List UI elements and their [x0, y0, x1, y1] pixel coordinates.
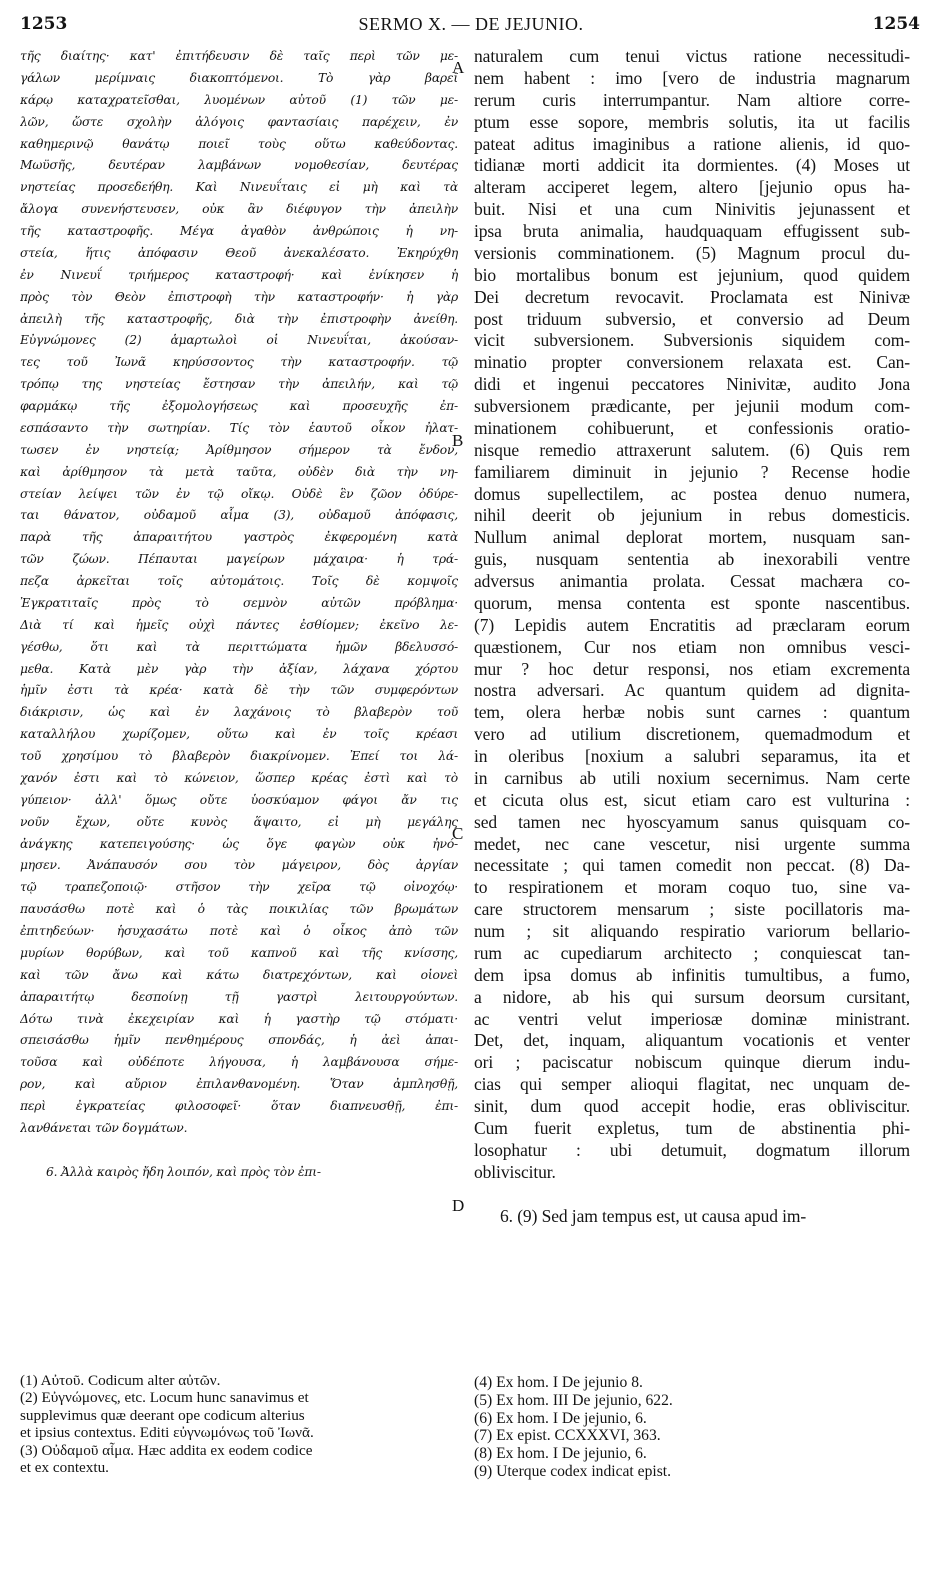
greek-line: ται θάνατον, οὐδαμοῦ αἷμα (3), οὐδαμοῦ ἀπόφασις, [20, 508, 458, 523]
latin-line: nisque remedio attraxerunt salutem. (6) Quis rem [474, 439, 910, 460]
paragraph-gap [474, 1184, 910, 1206]
latin-line: tem, olera herbæ nobis sunt carnes : quantum [474, 702, 910, 723]
greek-line: Εὐγνώμονες (2) ἁμαρτωλοὶ οἱ Νινευΐται, ἀκούσαν- [20, 333, 458, 348]
latin-line: vicit subversionem. Subversionis siquidem com- [474, 330, 910, 351]
footnote: (7) Ex epist. CCXXXVI, 363. [474, 1427, 661, 1445]
greek-line: πρὸς τὸν Θεὸν ἐπιστροφὴ τὴν καταστροφήν· ἡ γὰρ [20, 289, 458, 304]
footnote: (3) Οὐδαμοῦ αἷμα. Hæc addita ex eodem codice [20, 1441, 313, 1459]
page-number-left: 1253 [20, 14, 68, 34]
greek-line: τοῦσα καὶ οὐδέποτε λήγουσα, ἡ λαμβάνουσα σήμε- [20, 1055, 458, 1070]
greek-line: τῶν ζώων. Πέπαυται μαγείρων μάχαιρα· ἡ τρά- [20, 552, 458, 567]
greek-line: καθημερινῷ θανάτῳ ποιεῖ τοὺς οὕτω καθεύδοντας. [20, 136, 458, 151]
greek-line: παρὰ τῆς ἀπαραιτήτου γαστρὸς ἐκφερομένη κατὰ [20, 530, 458, 545]
margin-letter-b: B [452, 431, 464, 450]
footnotes-right [474, 1374, 910, 1481]
greek-next-paragraph: 6. Ἀλλὰ καιρὸς ἤδη λοιπόν, καὶ πρὸς τὸν ἐπι- [46, 1164, 321, 1179]
greek-line: μεθα. Κατὰ μὲν γὰρ τὴν ἀξίαν, λάχανα χόρτου [20, 661, 458, 676]
greek-line: καὶ τῶν ἄνω καὶ κάτω διατρεχόντων, καὶ οἱονεὶ [20, 967, 458, 982]
footnote: (9) Uterque codex indicat epist. [474, 1462, 672, 1480]
latin-line: in oleribus [noxium a salubri separamus, ita et [474, 746, 910, 766]
latin-line: Dei decretum revocavit. Proclamata est Ninivæ [474, 286, 910, 307]
greek-line: ἀνάγκης κατεπειγούσης· ὡς ὅγε φαγὼν οὐκ ἠνό- [20, 836, 458, 851]
footnote: (1) Αὐτοῦ. Codicum alter αὐτῶν. [20, 1372, 221, 1389]
greek-line: κάρῳ καταχρατεῖσθαι, λυομένων αὐτοῦ (1) τῶν με- [20, 92, 458, 107]
latin-line: Cum fuerit expletus, tum de abstinentia phi- [474, 1117, 910, 1138]
footnote: (6) Ex hom. I De jejunio, 6. [474, 1409, 647, 1427]
greek-line: στεία, ἥτις ἀπόφασιν Θεοῦ ἀνεκαλέσατο. Ἐκηρύχθη [20, 245, 458, 260]
greek-line: λανθάνεται τῶν δογμάτων. [20, 1120, 188, 1135]
greek-line: Διὰ τί καὶ ἡμεῖς οὐχὶ πάντες ἐσθίομεν; ἐκεῖνο λε- [20, 617, 458, 632]
footnote: supplevimus quæ deerant ope codicum alterius [20, 1406, 305, 1424]
running-header [0, 8, 942, 38]
greek-line: χανόν ἐστι καὶ τὸ κώνειον, ὥσπερ κρέας ἐστὶ καὶ τὸ [20, 770, 458, 785]
latin-line: necessitate ; qui tamen comedit non peccat. (8) Da- [474, 855, 910, 876]
latin-line: Nullum animal deplorat mortem, nusquam san- [474, 527, 910, 548]
latin-line: ptum esse sopore, membris solutis, ita ut facilis [474, 111, 910, 132]
greek-line: ἄλογα συνενήστευσεν, οὐκ ἂν διέφυγον τὴν ἀπειλὴν [20, 202, 458, 217]
footnote: (4) Ex hom. I De jejunio 8. [474, 1374, 643, 1391]
paragraph-gap [20, 1140, 458, 1162]
latin-line: naturalem cum tenui victus ratione necessitudi- [474, 46, 910, 66]
greek-line: λῶν, ὥστε σχολὴν ἀλόγοις φαντασίαις παρέχειν, ἐν [20, 114, 458, 129]
greek-line: ρον, καὶ αὔριον ἐπιλανθανομένη. Ὅταν ἀμπλησθῇ, [20, 1077, 458, 1092]
latin-line: ac ventri velut imperiosæ dominæ ministrant. [474, 1008, 910, 1029]
latin-line: vero ad utilium discretionem, quemadmodum et [474, 724, 910, 745]
footnote: et ex contextu. [20, 1459, 109, 1477]
latin-line: to respirationem et moram coquo tuo, sine va- [474, 877, 910, 898]
margin-letter-c: C [452, 824, 464, 843]
greek-line: γύπειον· ἀλλ' ὅμως οὔτε ὑοσκύαμον φάγοι ἄν τις [20, 792, 458, 807]
greek-line: τῷ τραπεζοποιῷ· στῆσον τὴν χεῖρα τῷ οἰνοχόῳ· [20, 880, 458, 895]
latin-line: cias qui semper alioqui flagitat, nec unquam de- [474, 1074, 910, 1095]
greek-line: Ἐγκρατιταῖς πρὸς τὸ σεμνὸν αὐτῶν πρόβλημα· [20, 595, 458, 610]
latin-line: guis, nusquam sententia ab inexorabili ventre [474, 549, 910, 570]
greek-line: ἐν Νινευΐ τριήμερος καταστροφή· καὶ ἐνίκησεν ἡ [20, 267, 458, 282]
latin-line: et cicuta olus est, sicut etiam caro est vulturina : [474, 789, 910, 810]
greek-line: περὶ ἐγκρατείας φιλοσοφεῖ· ὅταν διαπνευσθῇ, ἐπι- [20, 1099, 458, 1113]
latin-line: obliviscitur. [474, 1161, 556, 1182]
greek-line: ἀπαραιτήτῳ δεσποίνῃ τῇ γαστρὶ λειτουργούντων. [20, 989, 458, 1004]
latin-line: subversionem prædicante, per jejunii modum com- [474, 396, 910, 416]
footnotes-left [20, 1372, 460, 1476]
latin-line: tidianæ morti addicit ita dormientes. (4) Moses ut [474, 155, 910, 176]
latin-line: pateat aditus imaginibus a ratione alienis, id quo- [474, 133, 910, 154]
latin-line: buit. Nisi et una cum Ninivitis jejunassent et [474, 199, 910, 220]
latin-line: nihil deerit ob jejunium in rebus domesticis. [474, 505, 910, 526]
greek-line: νοῦν ἔχων, οὔτε κυνὸς ἅψαιτο, εἰ μὴ μεγάλης [20, 814, 458, 829]
latin-line: versionis comminationem. (5) Magnum procul du- [474, 242, 910, 263]
latin-line: adversus animantia prolata. Cessat machæra co- [474, 571, 910, 591]
greek-line: σπεισάσθω ἡμῖν πενθημέρους σπονδάς, ἡ ἀεὶ ἀπαι- [20, 1033, 458, 1048]
greek-line: ἐπιτηδεύων· ἡσυχασάτω ποτὲ καὶ ὁ οἶκος ἀπὸ τῶν [20, 924, 458, 938]
latin-line: sinit, dum quod accepit hodie, eras obliviscitur. [474, 1096, 910, 1116]
latin-line: didi et ingenui peccatores Ninivitæ, audito Jona [474, 374, 910, 395]
latin-next-paragraph: 6. (9) Sed jam tempus est, ut causa apud im- [500, 1205, 807, 1226]
latin-line: losophatur : ubi detumuit, dogmatum illorum [474, 1139, 910, 1160]
page-number-right: 1254 [872, 14, 920, 34]
latin-line: nem habent : imo [vero de industria magnarum [474, 67, 910, 88]
latin-line: a nidore, ab his qui sursum deorsum cursitant, [474, 986, 910, 1007]
latin-line: Det, det, inquam, aliquantum vocationis et venter [474, 1030, 910, 1051]
latin-line: mur ? hoc detur responsi, nos etiam excrementa [474, 658, 910, 679]
latin-line: post triduum subversio, et conversio ad Deum [474, 308, 910, 329]
footnote: (5) Ex hom. III De jejunio, 622. [474, 1391, 673, 1409]
latin-line: minatio propter conversionem relaxata est. Can- [474, 352, 910, 373]
margin-letter-d: D [452, 1196, 465, 1215]
latin-line: rum ac cupediarum architecto ; conquiescat tan- [474, 942, 910, 963]
greek-line: εσπάσαντο τὴν σωτηρίαν. Τίς τὸν ἑαυτοῦ οἶκον ἠλατ- [20, 420, 458, 435]
latin-line: quorum, mensa contenta est sponte nascentibus. [474, 592, 910, 613]
latin-line: num ; sit aliquando respiratio variorum bellario- [474, 921, 910, 941]
latin-column [474, 46, 910, 1227]
greek-line: στείαν λείψει τῶν ἐν τῷ οἴκῳ. Οὐδὲ ἓν ζῶον ὀδύρε- [20, 486, 458, 501]
greek-line: παυσάσθω ποτὲ καὶ ὁ τὰς ποικιλίας τῶν βρωμάτων [20, 902, 458, 917]
latin-line: domus supellectilem, ac postea denuo numera, [474, 483, 910, 504]
running-title: SERMO X. — DE JEJUNIO. [358, 14, 584, 34]
greek-line: τρόπῳ της νηστείας ἔστησαν τὴν ἀπειλήν, καὶ τῷ [20, 377, 458, 392]
latin-line: dem ipsa domus ab infinitis tumultibus, a fumo, [474, 964, 910, 985]
latin-line: rerum curis interrumpantur. Nam altiore corre- [474, 89, 910, 110]
greek-line: μυρίων θορύβων, καὶ τοῦ καπνοῦ καὶ τῆς κνίσσης, [20, 945, 458, 960]
footnote: (8) Ex hom. I De jejunio, 6. [474, 1445, 647, 1463]
greek-line: νηστείας προσεδεήθη. Καὶ Νινευΐταις εἰ μὴ καὶ τὰ [20, 180, 458, 195]
greek-line: τωσεν ἐν νηστείᾳ; Ἀρίθμησον σήμερον τὰ ἔνδον, [20, 442, 458, 457]
greek-line: φαρμάκῳ τῆς ἐξομολογήσεως καὶ προσευχῆς ἐπ- [20, 399, 458, 413]
footnote: (2) Εὐγνώμονες, etc. Locum hunc sanavimus et [20, 1389, 309, 1407]
latin-line: familiarem diminuit in jejunio ? Recense hodie [474, 461, 910, 482]
latin-line: ori ; paciscatur nobiscum quinque dierum indu- [474, 1052, 910, 1073]
greek-line: μησεν. Ἀνάπαυσόν σου τὸν μάγειρον, δὸς ἀργίαν [20, 858, 458, 873]
greek-line: τῆς καταστροφῆς. Μέγα ἀγαθὸν ἀνθρώποις ἡ νη- [20, 224, 458, 238]
greek-line: πεζα ἀρκεῖται τοῖς αὐτομάτοις. Τοῖς δὲ κομψοῖς [20, 574, 458, 588]
greek-line: γάλων μερίμναις διακοπτόμενοι. Τὸ γὰρ βαρεῖ [20, 70, 458, 85]
greek-line: καὶ ἀρίθμησον τὰ μετὰ ταῦτα, οὐδὲν διὰ τὴν νη- [20, 464, 458, 479]
latin-line: ipsa bruta animalia, haudquaquam effugissent sub- [474, 221, 910, 241]
latin-line: quæstionem, Cur nos etiam non omnibus vesci- [474, 636, 910, 657]
latin-line: care structorem mensarum ; siste pocillatoris ma- [474, 899, 910, 920]
greek-line: Μωϋσῆς, δευτέραν λαμβάνων νομοθεσίαν, δευτέρας [20, 158, 458, 173]
greek-line: γέσθω, ὅτι καὶ τὰ περιττώματα ἡμῶν βδελυσσό- [20, 639, 458, 654]
greek-line: τες τοῦ Ἰωνᾶ κηρύσσοντος τὴν καταστροφήν. τῷ [20, 355, 458, 370]
latin-line: nostra adversari. Ac quantum quidem ad dignita- [474, 680, 910, 701]
latin-line: alteram acciperet legem, altero [jejunio opus ha- [474, 177, 910, 198]
latin-line: in carnibus ab utili noxium secernimus. Nam certe [474, 767, 910, 788]
footnote: et ipsius contextus. Editi εὐγνωμόνως τοῦ Ἰωνᾶ. [20, 1424, 314, 1442]
greek-line: τῆς διαίτης· κατ' ἐπιτήδευσιν δὲ ταῖς περὶ τῶν με- [20, 49, 458, 63]
latin-line: minationem cohibuerunt, et confessionis oratio- [474, 417, 910, 438]
greek-line: τοῦ χρησίμου τὸ βλαβερὸν διακρίνομεν. Ἐπεί τοι λά- [20, 749, 458, 763]
greek-line: ἀπειλὴ τῆς καταστροφῆς, διὰ τὴν ἐπιστροφὴν ἀνείθη. [20, 311, 458, 326]
latin-line: sed tamen nec hyoscyamum sanus quisquam co- [474, 811, 910, 832]
margin-letter-a: A [452, 58, 465, 77]
latin-line: bio mortalibus bonum est jejunium, quod quidem [474, 264, 910, 285]
greek-line: Δότω τινὰ ἐκεχειρίαν καὶ ἡ γαστὴρ τῷ στόματι· [20, 1011, 458, 1026]
latin-line: medet, nec cane vescetur, nisi urgente summa [474, 833, 910, 854]
greek-line: ἡμῖν ἐστι τὰ κρέα· κατὰ δὲ τὴν τῶν συμφερόντων [20, 683, 458, 698]
latin-line: (7) Lepidis autem Encratitis ad præclaram eorum [474, 614, 910, 635]
greek-line: διάκρισιν, ὡς καὶ ἐν λαχάνοις τὸ βλαβερὸν τοῦ [20, 705, 458, 720]
greek-line: καταλλήλου χωρίζομεν, οὕτω καὶ ἐν τοῖς κρέασι [20, 727, 458, 742]
greek-column [20, 46, 458, 1184]
